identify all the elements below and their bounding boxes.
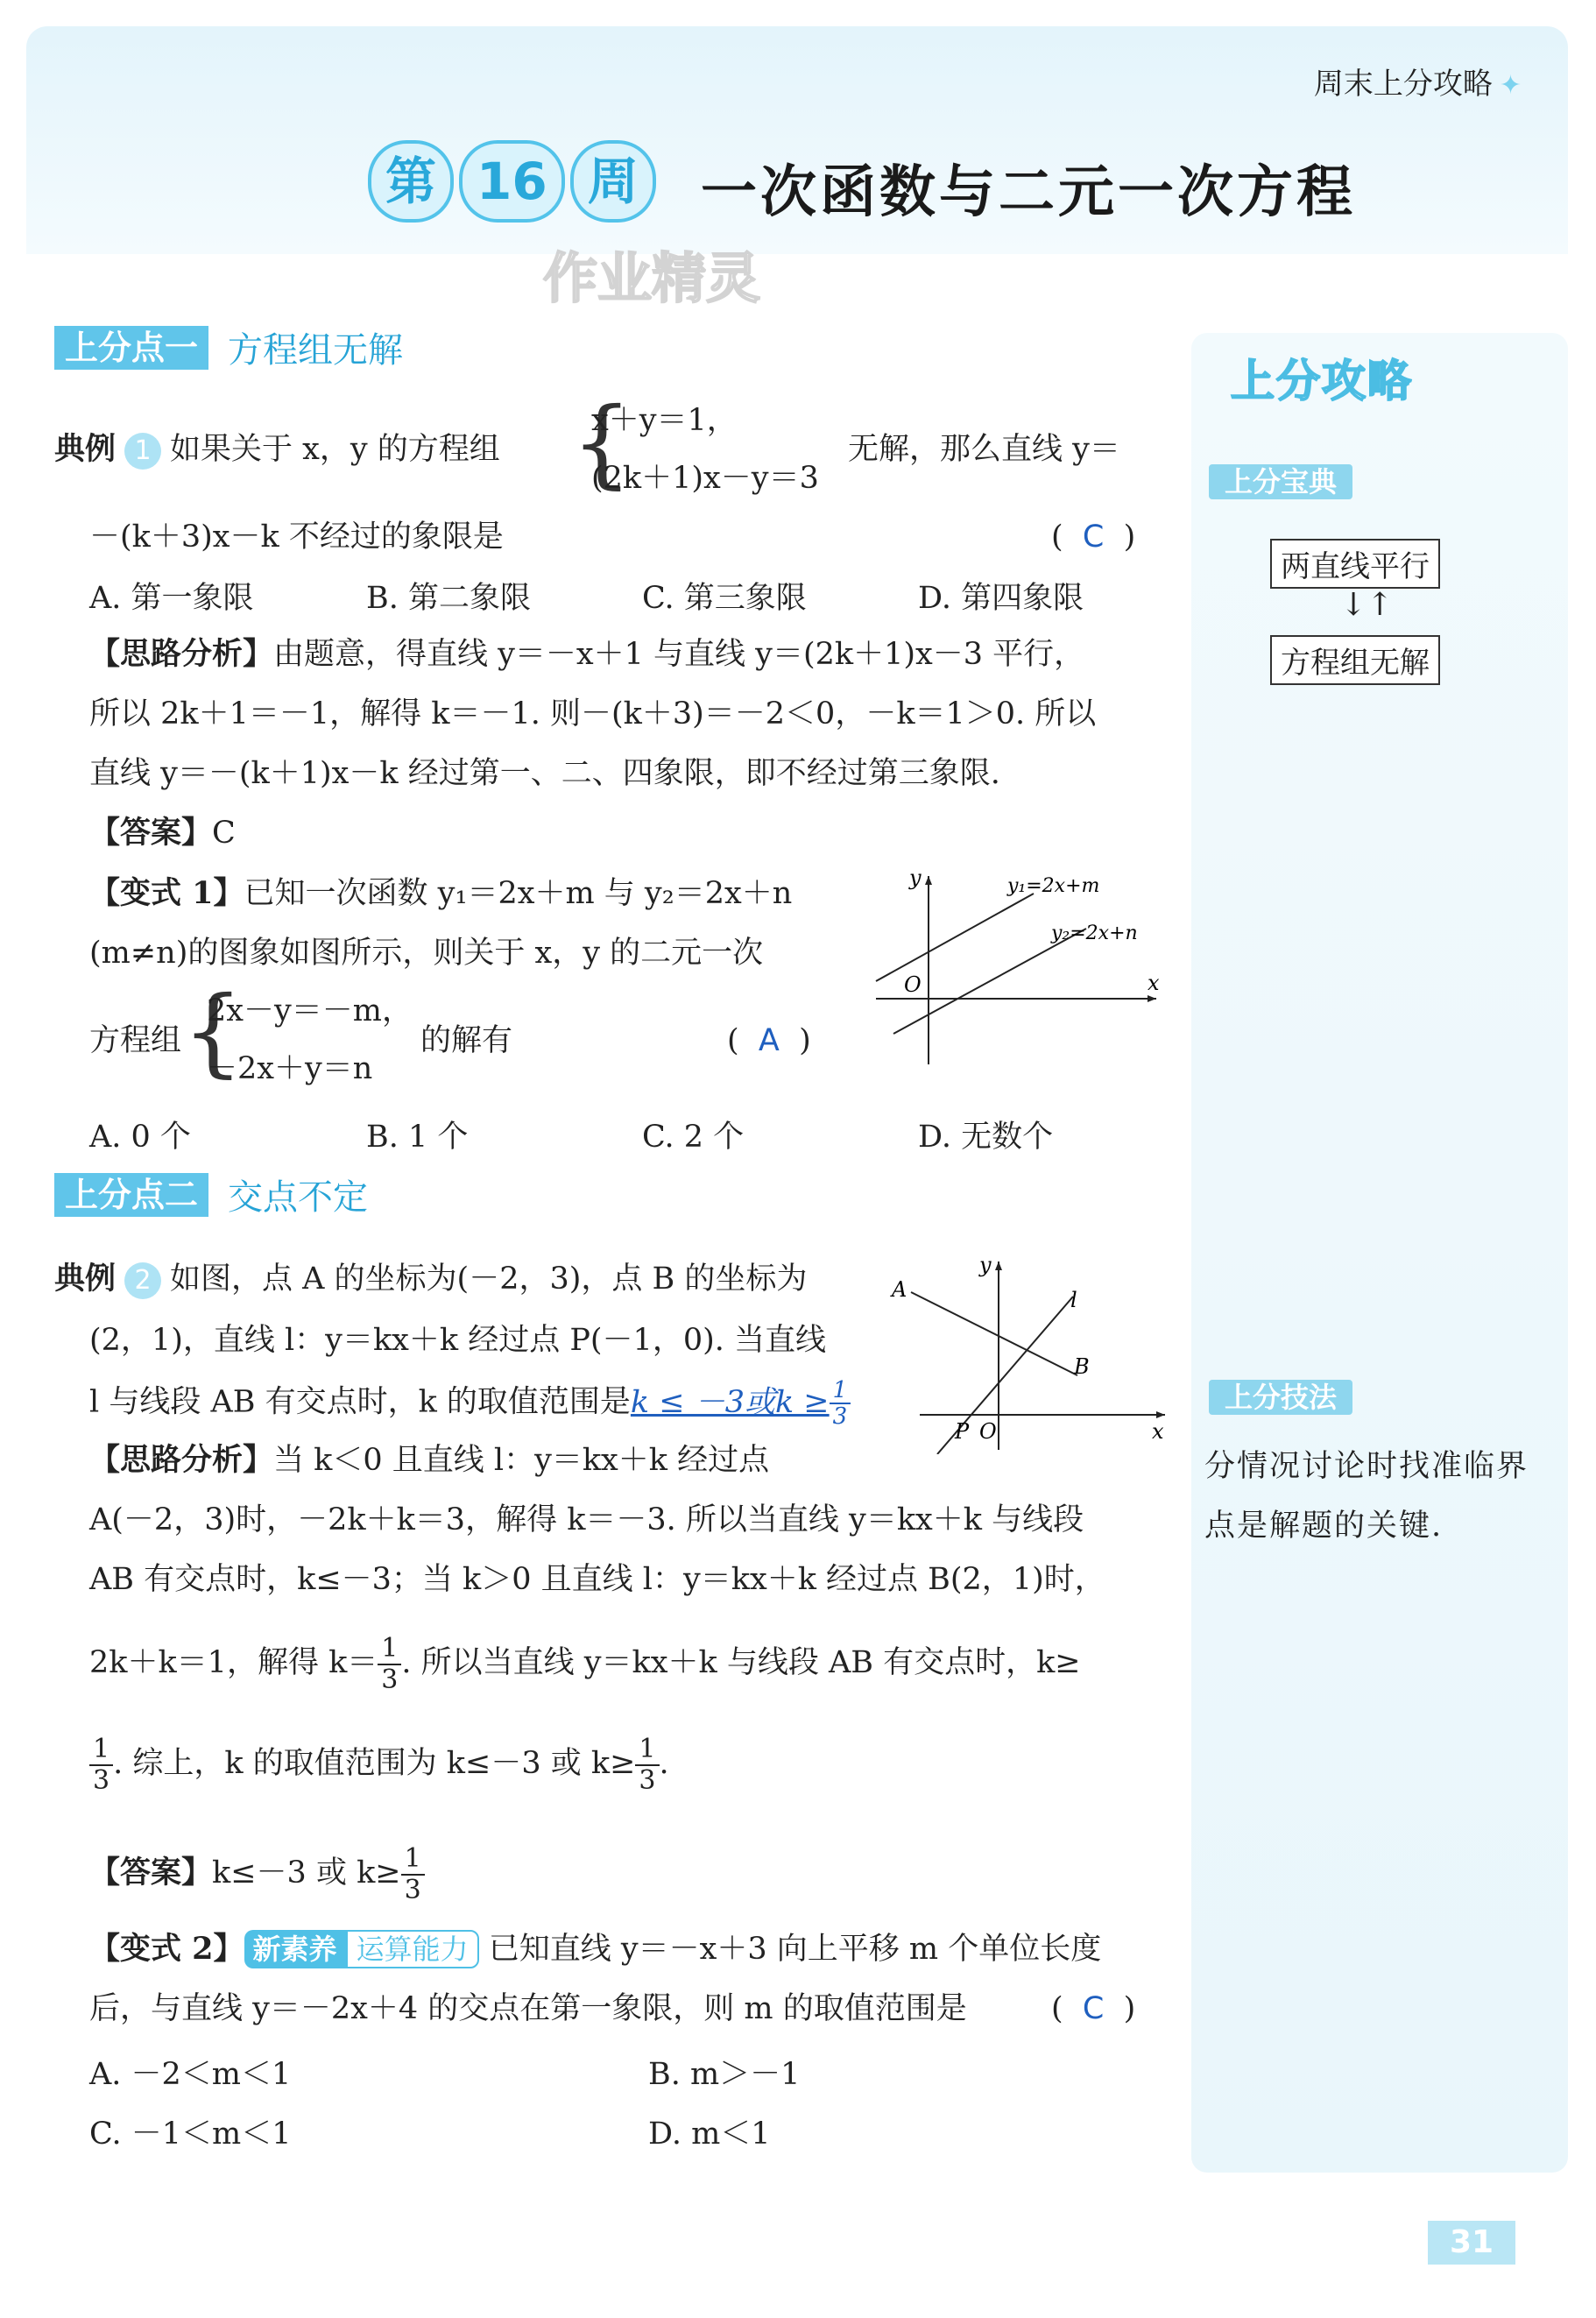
v1-equation-1: 2x－y＝－m， bbox=[207, 993, 413, 1028]
q1-analysis-text1: 由题意，得直线 y＝－x＋1 与直线 y＝(2k＋1)x－3 平行， bbox=[273, 637, 1085, 672]
graph1-origin: O bbox=[904, 972, 922, 997]
q1-option-a: A. 第一象限 bbox=[89, 581, 254, 616]
q2-analysis-text5: . 所以当直线 y＝kx＋k 与线段 AB 有交点时，k≥ bbox=[401, 1645, 1081, 1680]
q2-answer-line bbox=[89, 1840, 425, 1906]
week-badge bbox=[368, 140, 656, 223]
frac-num: 1 bbox=[401, 1844, 425, 1876]
sparkle-icon: ✦ bbox=[1499, 70, 1522, 101]
q1-option-b: B. 第二象限 bbox=[366, 581, 531, 616]
brace-icon: { bbox=[571, 386, 632, 498]
graph1-line2 bbox=[893, 929, 1086, 1034]
q2-analysis-text1: 当 k＜0 且直线 l：y＝kx＋k 经过点 bbox=[273, 1443, 770, 1478]
graph2-point-b: B bbox=[1074, 1354, 1090, 1379]
v1-equation-2: －2x＋y＝n bbox=[207, 1051, 373, 1086]
v2-text-a: 已知直线 y＝－x＋3 向上平移 m 个单位长度 bbox=[488, 1932, 1102, 1967]
q2-analysis-label: 【思路分析】 bbox=[89, 1442, 274, 1478]
v1-answer-paren: ( A ) bbox=[727, 1023, 811, 1058]
v2-label: 【变式 2】 bbox=[89, 1931, 244, 1967]
graph1-line1 bbox=[876, 894, 1034, 981]
v2-answer-paren: ( C ) bbox=[1051, 1991, 1136, 2026]
q2-analysis-line5 bbox=[89, 1730, 669, 1797]
v1-option-c: C. 2 个 bbox=[642, 1120, 745, 1155]
q1-text-a: 如果关于 x，y 的方程组 bbox=[170, 432, 500, 467]
example1-label: 典例 bbox=[54, 431, 117, 467]
week-badge-number: 16 bbox=[459, 140, 565, 223]
week-badge-prefix: 第 bbox=[368, 140, 454, 223]
q2-line3 bbox=[89, 1378, 851, 1429]
v2-option-c: C. －1＜m＜1 bbox=[89, 2117, 292, 2152]
q2-handwritten-text: k ≤ －3或k ≥ bbox=[630, 1384, 830, 1420]
example2-line1 bbox=[54, 1257, 807, 1301]
example2-num: 2 bbox=[124, 1262, 161, 1299]
frac-den: 3 bbox=[404, 1874, 421, 1905]
q2-line2: (2，1)，直线 l：y＝kx＋k 经过点 P(－1，0). 当直线 bbox=[89, 1323, 826, 1358]
week-badge-suffix: 周 bbox=[570, 140, 656, 223]
v2-option-b: B. m＞－1 bbox=[648, 2057, 801, 2092]
frac-num: 1 bbox=[635, 1735, 659, 1766]
q2-analysis-line3: AB 有交点时，k≤－3；当 k＞0 且直线 l：y＝kx＋k 经过点 B(2，1)时， bbox=[89, 1562, 1105, 1597]
section2-header bbox=[54, 1170, 368, 1219]
q1-analysis-line2: 所以 2k＋1＝－1，解得 k＝－1. 则－(k＋3)＝－2＜0，－k＝1＞0. 所以 bbox=[89, 696, 1097, 731]
v2-text-b: 后，与直线 y＝－2x＋4 的交点在第一象限，则 m 的取值范围是 bbox=[89, 1991, 967, 2026]
graph2-point-a: A bbox=[892, 1277, 907, 1302]
frac-num: 1 bbox=[378, 1634, 401, 1665]
v1-text-b: (m≠n)的图象如图所示，则关于 x，y 的二元一次 bbox=[89, 936, 764, 971]
v1-option-b: B. 1 个 bbox=[366, 1120, 469, 1155]
frac-num: 1 bbox=[830, 1378, 851, 1404]
v1-label: 【变式 1】 bbox=[89, 875, 244, 911]
section1-tag: 上分点一 bbox=[54, 326, 208, 370]
graph1-y-label: y bbox=[909, 867, 922, 890]
graph2-y-label: y bbox=[979, 1253, 992, 1277]
skill-text: 分情况讨论时找准临界点是解题的关键. bbox=[1204, 1449, 1529, 1544]
q2-handwritten-frac bbox=[830, 1378, 851, 1429]
graph1-line2-label: y₂=2x+n bbox=[1051, 922, 1138, 944]
section1-header bbox=[54, 322, 403, 372]
treasure-label: 上分宝典 bbox=[1209, 464, 1352, 499]
q2-analysis-line2: A(－2，3)时，－2k＋k＝3，解得 k＝－3. 所以当直线 y＝kx＋k 与线段 bbox=[89, 1502, 1084, 1537]
section2-tag: 上分点二 bbox=[54, 1173, 208, 1217]
v2-tag-skill: 运算能力 bbox=[346, 1930, 479, 1968]
example1-num: 1 bbox=[124, 433, 161, 470]
frac-1-3 bbox=[89, 1735, 113, 1796]
q2-analysis-line1 bbox=[89, 1438, 769, 1482]
equivalence-arrows-icon: ↓↑ bbox=[1340, 587, 1394, 623]
example1-line1 bbox=[54, 428, 500, 471]
v2-option-d: D. m＜1 bbox=[648, 2117, 771, 2152]
frac-1-3 bbox=[635, 1735, 659, 1796]
graph2-segment-ab bbox=[911, 1292, 1077, 1375]
parallel-box: 两直线平行 bbox=[1270, 539, 1440, 589]
example2-label: 典例 bbox=[54, 1261, 117, 1297]
v2-tag-new: 新素养 bbox=[244, 1930, 346, 1968]
q1-answer-label: 【答案】 bbox=[89, 815, 213, 851]
v1-answer: A bbox=[758, 1023, 780, 1058]
graph1-y-arrow bbox=[925, 876, 932, 885]
graph1-x-arrow bbox=[1148, 995, 1156, 1002]
v1-line1 bbox=[89, 872, 792, 915]
q2-line1: 如图，点 A 的坐标为(－2，3)，点 B 的坐标为 bbox=[170, 1261, 808, 1297]
graph2 bbox=[885, 1244, 1174, 1454]
page-number: 31 bbox=[1428, 2221, 1515, 2265]
section1-title: 方程组无解 bbox=[228, 330, 404, 371]
v2-option-a: A. －2＜m＜1 bbox=[89, 2057, 292, 2092]
watermark: 作业精灵 bbox=[543, 246, 761, 310]
graph2-y-arrow bbox=[995, 1261, 1002, 1270]
q1-option-d: D. 第四象限 bbox=[918, 581, 1084, 616]
graph2-line-l-label: l bbox=[1070, 1288, 1077, 1312]
v1-text-d: 的解有 bbox=[420, 1023, 513, 1058]
q1-answer-line bbox=[89, 811, 236, 855]
running-head bbox=[1314, 60, 1522, 102]
frac-den: 3 bbox=[93, 1764, 110, 1796]
q2-analysis-text7: . bbox=[659, 1746, 669, 1781]
q1-analysis-label: 【思路分析】 bbox=[89, 636, 274, 672]
v2-line1 bbox=[89, 1927, 1101, 1971]
q2-analysis-text4: 2k＋k＝1，解得 k＝ bbox=[89, 1645, 378, 1680]
graph1 bbox=[858, 867, 1174, 1078]
page-title: 一次函数与二元一次方程 bbox=[701, 159, 1356, 225]
v1-text-a: 已知一次函数 y₁＝2x＋m 与 y₂＝2x＋n bbox=[244, 876, 793, 911]
v1-option-a: A. 0 个 bbox=[89, 1120, 191, 1155]
v1-option-d: D. 无数个 bbox=[918, 1120, 1054, 1155]
skill-label: 上分技法 bbox=[1209, 1380, 1352, 1415]
q1-analysis-line1 bbox=[89, 633, 1084, 676]
q2-analysis-line4 bbox=[89, 1629, 1081, 1696]
sidebar-title: 上分攻略 bbox=[1231, 356, 1413, 406]
q1-answer: C bbox=[1082, 519, 1105, 555]
section2-title: 交点不定 bbox=[228, 1177, 369, 1218]
q1-text-b: 无解，那么直线 y＝ bbox=[848, 432, 1120, 467]
q2-handwritten-answer bbox=[630, 1377, 851, 1430]
running-head-text: 周末上分攻略 bbox=[1313, 67, 1493, 102]
q2-line3-text: l 与线段 AB 有交点时，k 的取值范围是 bbox=[89, 1384, 631, 1420]
q1-analysis-line3: 直线 y＝－(k＋1)x－k 经过第一、二、四象限，即不经过第三象限. bbox=[89, 756, 1000, 791]
frac-den: 3 bbox=[639, 1764, 656, 1796]
frac-1-3 bbox=[401, 1844, 425, 1905]
q1-answer-paren: ( C ) bbox=[1051, 519, 1136, 555]
frac-1-3 bbox=[378, 1634, 401, 1695]
v2-answer: C bbox=[1082, 1991, 1105, 2026]
graph2-x-arrow bbox=[1156, 1411, 1165, 1418]
v1-text-c: 方程组 bbox=[89, 1023, 182, 1058]
brace-icon: { bbox=[182, 975, 244, 1087]
frac-den: 3 bbox=[832, 1403, 848, 1430]
q2-answer-value: k≤－3 或 k≥ bbox=[212, 1855, 401, 1890]
graph1-x-label: x bbox=[1148, 971, 1160, 995]
q1-equation-2: (2k＋1)x－y＝3 bbox=[591, 461, 819, 496]
graph2-point-p: P bbox=[955, 1419, 970, 1444]
graph2-x-label: x bbox=[1152, 1419, 1164, 1444]
q1-answer-value: C bbox=[212, 816, 236, 851]
q2-answer-label: 【答案】 bbox=[89, 1855, 213, 1890]
frac-num: 1 bbox=[89, 1735, 113, 1766]
q1-text-c: －(k＋3)x－k 不经过的象限是 bbox=[89, 519, 504, 555]
q2-analysis-text6: . 综上，k 的取值范围为 k≤－3 或 k≥ bbox=[113, 1746, 636, 1781]
no-solution-box: 方程组无解 bbox=[1270, 635, 1440, 685]
q1-equation-1: x＋y＝1， bbox=[591, 403, 738, 438]
frac-den: 3 bbox=[381, 1664, 399, 1695]
q1-option-c: C. 第三象限 bbox=[642, 581, 807, 616]
graph2-origin: O bbox=[979, 1419, 997, 1444]
graph1-line1-label: y₁=2x+m bbox=[1007, 875, 1100, 897]
